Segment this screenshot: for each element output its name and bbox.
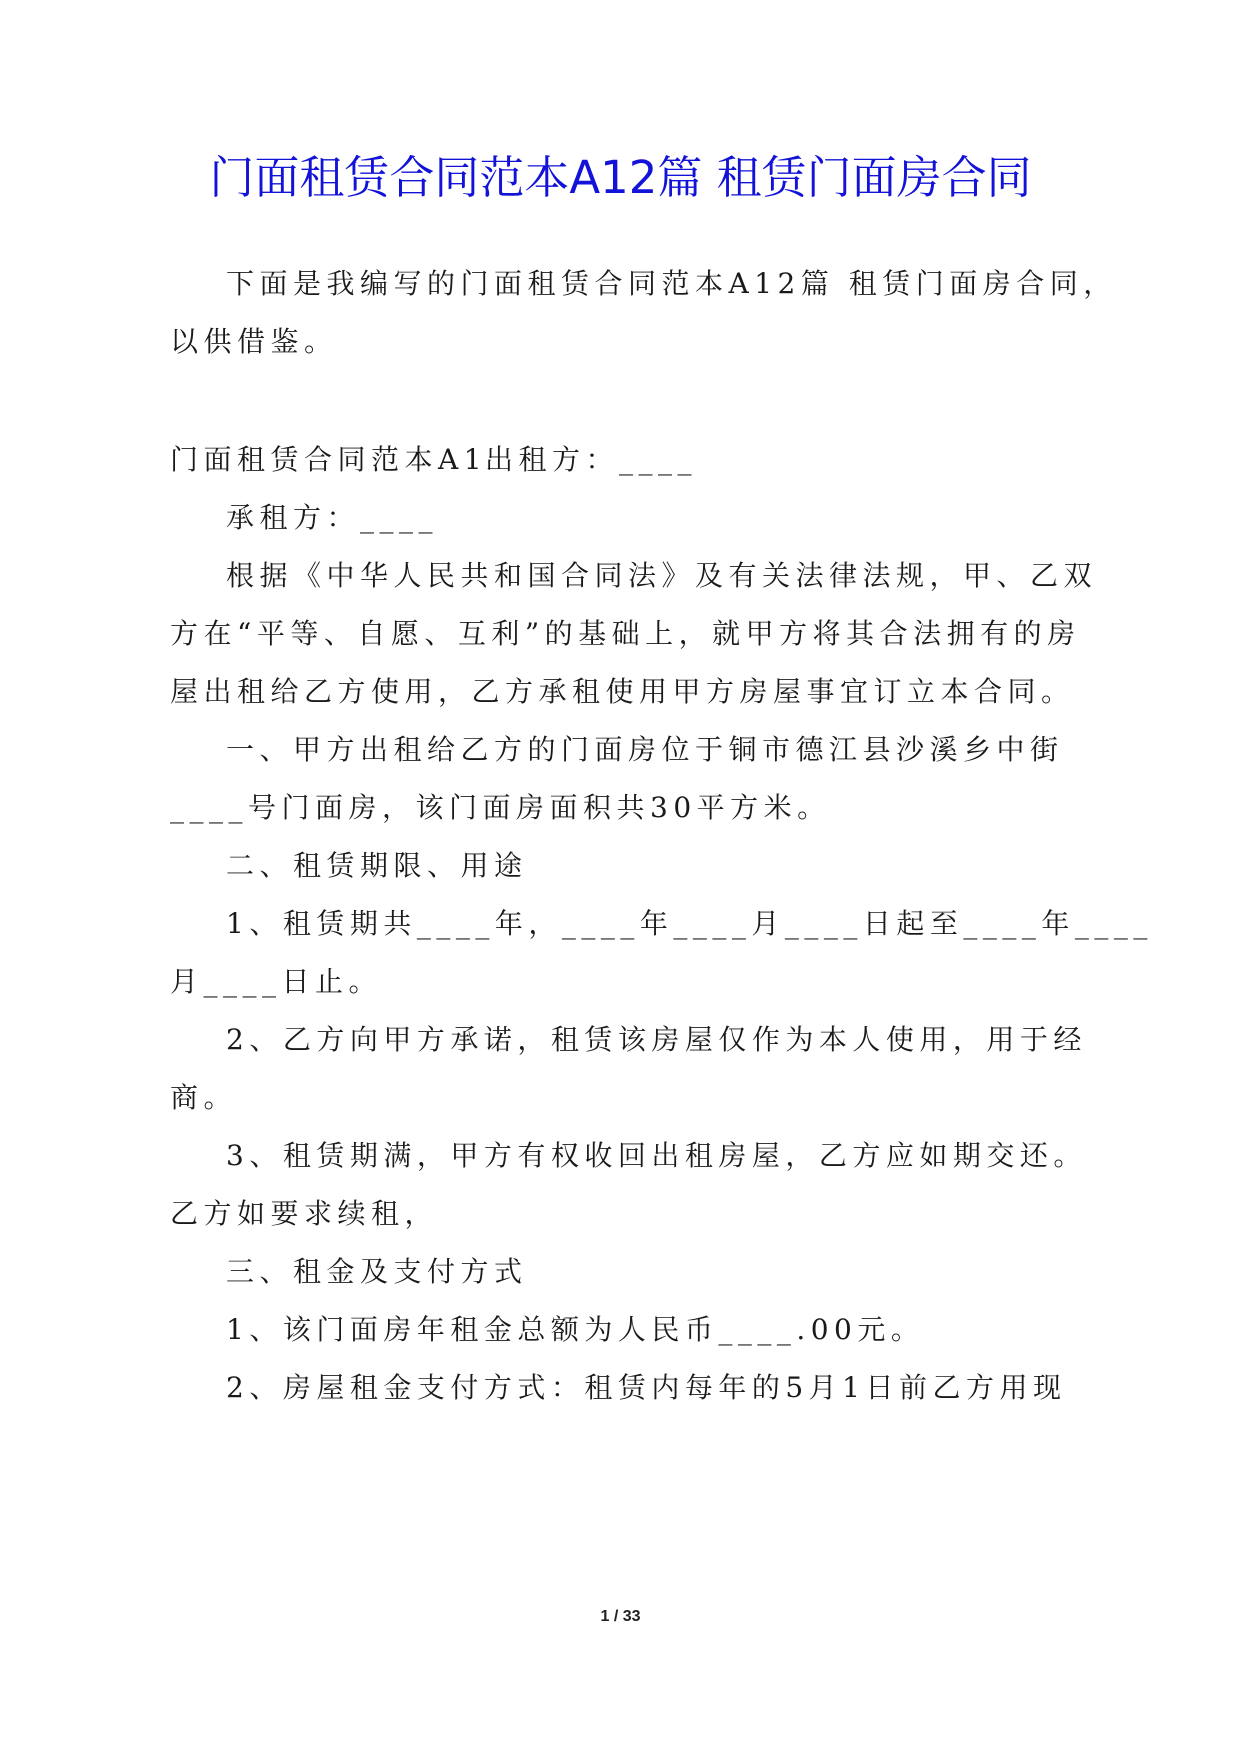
paragraph-line: 屋出租给乙方使用，乙方承租使用甲方房屋事宜订立本合同。	[170, 675, 1075, 708]
paragraph-line: 商。	[170, 1081, 238, 1114]
contract-heading: 门面租赁合同范本A1	[170, 443, 488, 476]
paragraph-line: 根据《中华人民共和国合同法》及有关法律法规，甲、乙双	[226, 559, 1098, 592]
lessor-line: 出租方：____	[485, 443, 698, 476]
paragraph-line: 方在“平等、自愿、互利”的基础上，就甲方将其合法拥有的房	[170, 617, 1081, 650]
paragraph-line: 乙方如要求续租，	[170, 1197, 439, 1230]
paragraph-line: 以供借鉴。	[170, 325, 338, 358]
paragraph-line: 2、房屋租金支付方式：租赁内每年的5月1日前乙方用现	[226, 1371, 1067, 1404]
lessee-line: 承租方：____	[226, 501, 439, 534]
section-heading: 二、租赁期限、用途	[226, 849, 528, 882]
paragraph-line: 下面是我编写的门面租赁合同范本A12篇 租赁门面房合同，	[226, 267, 1117, 300]
paragraph-line: 一、甲方出租给乙方的门面房位于铜市德江县沙溪乡中街	[226, 733, 1064, 766]
paragraph-line: ____号门面房，该门面房面积共30平方米。	[170, 791, 831, 824]
page-number: 1 / 33	[600, 1608, 641, 1625]
paragraph-line: 1、该门面房年租金总额为人民币____.00元。	[226, 1313, 925, 1346]
paragraph-line: 3、租赁期满，甲方有权收回出租房屋，乙方应如期交还。	[226, 1139, 1087, 1172]
paragraph-line: 2、乙方向甲方承诺，租赁该房屋仅作为本人使用，用于经	[226, 1023, 1087, 1056]
document-title: 门面租赁合同范本A12篇 租赁门面房合同	[209, 151, 1032, 204]
paragraph-line: 月____日止。	[170, 965, 383, 998]
paragraph-line: 1、租赁期共____年，____年____月____日起至____年____	[226, 907, 1153, 940]
section-heading: 三、租金及支付方式	[226, 1255, 528, 1288]
